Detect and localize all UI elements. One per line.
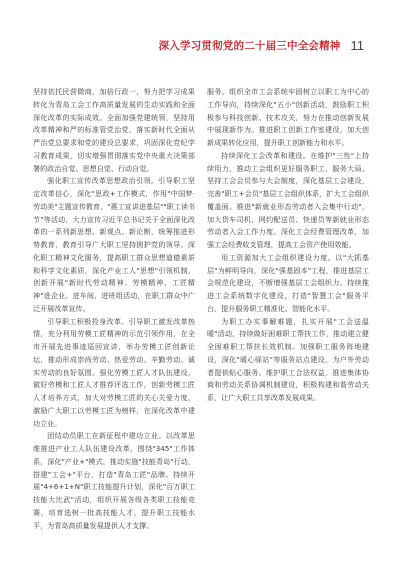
paragraph: 坚持依托民营微商，加倍行政一，努力把学习成果转化为青岛工会工作高质量发展的生动实践和全面深化改革的实际成效。全面加强党建统领，坚持用改革精神和严的标准管党治党，落实新时代全面从严治党总要求和党的建设总要求，巩固深化党纪学习教育成果，切实增强贯彻落实党中央重大决策部署的政治自觉、思想自觉、行动自觉。 — [33, 87, 195, 173]
running-header — [159, 38, 364, 53]
paragraph: 为职工办实事解难题，扎实开展"工会送温暖"活动，持续做好困难职工帮扶工作，推动建立健全困难职工帮扶长效机制。加强职工服务阵地建设，深化"暖心驿站"等服务站点建设，为户外劳动者提供贴心服务。维护职工合法权益，推进集体协商和劳动关系协调机制建设，积极构建和谐劳动关系，让广大职工共享改革发展成果。 — [207, 316, 369, 402]
paragraph: 用工资源加大工会组织建设力度。以"大抓基层"为鲜明导向，深化"强基固本"工程，推进基层工会规范化建设，不断增强基层工会组织力。持续推进工会系统数字化建设，打造"智慧工会"服务平台，提升服务职工精准化、智能化水平。 — [207, 252, 369, 313]
page-number: 11 — [350, 38, 364, 53]
body-columns — [33, 86, 369, 556]
paragraph: 强化职工宣传改革思想政治引领。引导职工坚定改革信心，深化"思政+工作模式，作用"中国梦·劳动美"主题宣传教育，"惠工宣讲进基层""职工读书节"等活动，大力宣传习近平总书记关于全面深化改革的一系列新思想、新观点、新论断，统筹推进形势教育，教育引导广大职工坚持拥护党的领导。深化职工精神文化服务，提高职工群众思想道德素质和科学文化素质，深化产业工人"思想"引领机制，创新开展"新时代劳动精神、劳模精神、工匠精神"进企业、进车间、进班组活动，在职工群众中广泛开展改革宣传。 — [33, 176, 195, 313]
paragraph: 引导职工积极投身改革。引导职工激发改革热情，充分利用劳模工匠精神的示范引领作用，在全市开展先进事迹巡回宣讲，举办劳模工匠创新论坛，推动形成崇尚劳动、热爱劳动、辛勤劳动、诚实劳动的良好氛围。强化劳模工匠人才队伍建设，做好劳模和工匠人才推荐评选工作，创新劳模工匠人才培养方式，加大对劳模工匠的关心关爱力度，激励广大职工以劳模工匠为榜样，在深化改革中建功立业。 — [33, 316, 195, 428]
paragraph: 服务。组织全市工会系统牢固树立以职工为中心的工作导向，持续深化"五小"创新活动，鼓励职工积极参与科技创新、技术攻关，努力在推动创新发展中展现新作为。推进职工创新工作室建设，加大创新成果转化应用，提升职工创新能力和水平。 — [207, 87, 369, 147]
paragraph: 持续深化工会改革和建设。在维护"三性"上持续用力，推动工会组织更好服务职工、服务大局。坚持工会会员参与大会制度，深化基层工会建设，完善"职工+会员"基层工会组织体系，扩大工会组织覆盖面。推进"新就业形态劳动者入会集中行动"，加大货车司机、网约配送员、快递员等新就业形态劳动者入会工作力度。深化工会经费管理改革，加强工会经费收支管理，提高工会资产使用效能。 — [207, 150, 369, 249]
section-title: 深入学习贯彻党的二十届三中全会精神 — [158, 40, 341, 52]
left-column — [33, 86, 195, 552]
paragraph: 团结动员职工在新征程中建功立业。以改革思维推进产业工人队伍建设改革，围绕"345"工作体系，深化"产业+"模式，推动实施"技能青岛"行动，搭建"工会+"平台，打造"青岛工匠"品牌。持续开展"4+6+1+N"职工技能提升计划，深化"百万职工技能大比武"活动，组织开展各级各类职工技能竞赛，培育选树一批高技能人才，提升职工技能水平，为青岛高质量发展提供人才支撑。 — [33, 431, 195, 530]
right-column — [207, 86, 369, 552]
